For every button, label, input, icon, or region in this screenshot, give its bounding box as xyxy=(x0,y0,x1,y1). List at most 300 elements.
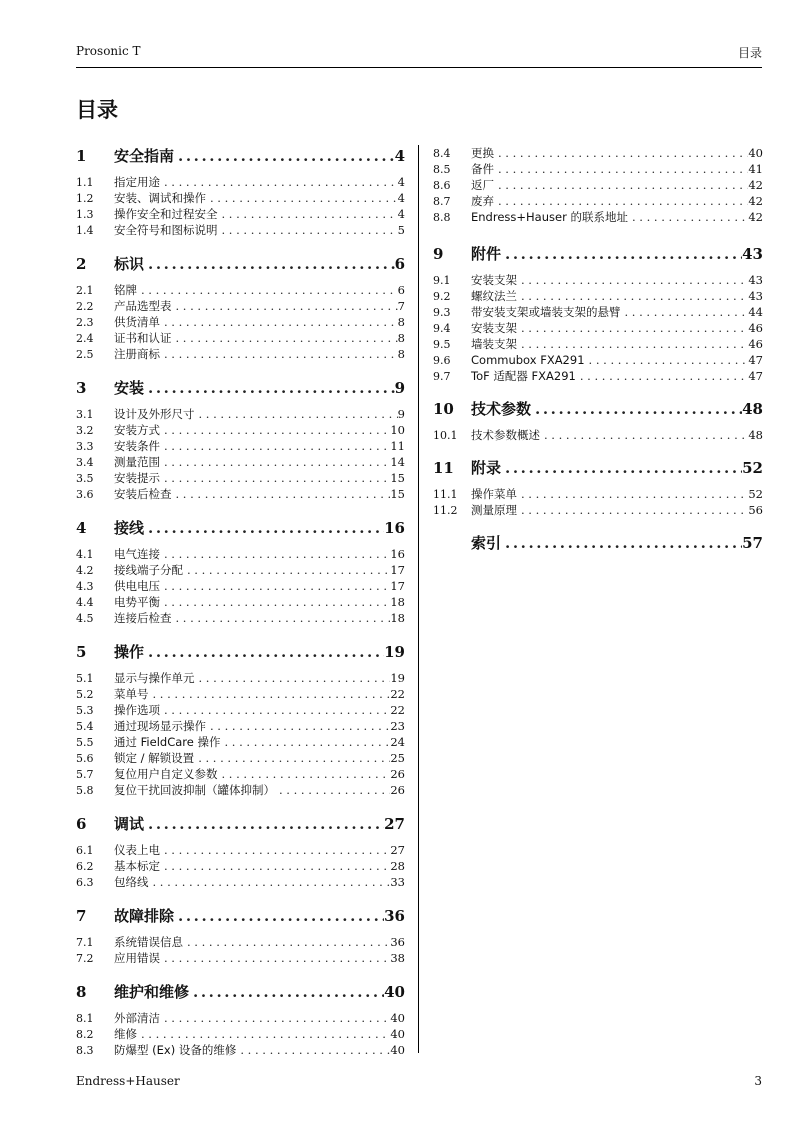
toc-entry[interactable] xyxy=(76,470,405,486)
leader-dots xyxy=(628,209,748,225)
toc-entry[interactable] xyxy=(76,934,405,950)
toc-entry-num: 3.2 xyxy=(76,424,94,437)
toc-entry-page: 4 xyxy=(397,207,405,221)
toc-entry[interactable] xyxy=(76,874,405,890)
column-divider xyxy=(418,145,419,1053)
toc-entry-num: 8.4 xyxy=(433,147,451,160)
toc-entry-label: ToF 适配器 FXA291 xyxy=(471,369,576,383)
leader-dots xyxy=(517,272,748,288)
toc-entry-label: 安全符号和图标说明 xyxy=(114,223,218,237)
toc-entry-page: 25 xyxy=(390,751,405,765)
toc-chapter-block xyxy=(76,377,405,502)
toc-entry-num: 3.5 xyxy=(76,472,94,485)
leader-dots xyxy=(174,907,384,925)
toc-entry[interactable] xyxy=(433,336,763,352)
leader-dots xyxy=(160,174,398,190)
toc-entry-label: 复位干扰回波抑制（罐体抑制） xyxy=(114,783,275,797)
toc-entry[interactable] xyxy=(76,718,405,734)
toc-chapter-page: 27 xyxy=(384,815,405,833)
leader-dots xyxy=(160,858,390,874)
toc-chapter[interactable] xyxy=(76,813,405,835)
toc-entry[interactable] xyxy=(433,177,763,193)
toc-chapter-page: 43 xyxy=(742,245,763,263)
toc-entry-num: 8.7 xyxy=(433,195,451,208)
header-product-name: Prosonic T xyxy=(76,44,141,58)
toc-entry[interactable] xyxy=(76,782,405,798)
toc-entry-page: 44 xyxy=(748,305,763,319)
leader-dots xyxy=(494,193,748,209)
toc-entry-num: 9.5 xyxy=(433,338,451,351)
toc-chapter-label: 附录 xyxy=(471,459,502,477)
toc-chapter-num: 5 xyxy=(76,643,87,661)
toc-chapter-label: 标识 xyxy=(114,255,145,273)
leader-dots xyxy=(144,643,384,661)
toc-entry-page: 42 xyxy=(748,178,763,192)
footer-company: Endress+Hauser xyxy=(76,1074,180,1088)
toc-entry-page: 22 xyxy=(390,703,405,717)
toc-entry-label: 包络线 xyxy=(114,875,149,889)
toc-entry-page: 9 xyxy=(397,407,405,421)
toc-entry[interactable] xyxy=(76,702,405,718)
leader-dots xyxy=(160,702,390,718)
toc-chapter-block xyxy=(433,457,763,518)
leader-dots xyxy=(194,750,390,766)
toc-entry[interactable] xyxy=(433,427,763,443)
toc-entry-label: 应用错误 xyxy=(114,951,160,965)
toc-entry-label: 返厂 xyxy=(471,178,494,192)
toc-entry-page: 17 xyxy=(390,579,405,593)
leader-dots xyxy=(218,206,398,222)
toc-entry[interactable] xyxy=(433,193,763,209)
toc-entry-page: 17 xyxy=(390,563,405,577)
toc-entry[interactable] xyxy=(76,406,405,422)
toc-chapter-num: 2 xyxy=(76,255,87,273)
leader-dots xyxy=(172,330,398,346)
toc-entry-label: 备件 xyxy=(471,162,494,176)
leader-dots xyxy=(501,459,742,477)
leader-dots xyxy=(218,222,398,238)
toc-chapter[interactable] xyxy=(76,377,405,399)
leader-dots xyxy=(160,314,398,330)
toc-chapter[interactable] xyxy=(433,532,763,554)
toc-entry-label: 安装方式 xyxy=(114,423,160,437)
toc-entry-label: 铭牌 xyxy=(114,283,137,297)
toc-entry-label: 系统错误信息 xyxy=(114,935,183,949)
leader-dots xyxy=(183,562,390,578)
toc-continued-entries xyxy=(433,145,763,225)
toc-entry[interactable] xyxy=(433,304,763,320)
leader-dots xyxy=(144,255,395,273)
toc-chapter[interactable] xyxy=(76,517,405,539)
toc-entry[interactable] xyxy=(76,298,405,314)
leader-dots xyxy=(160,422,390,438)
toc-entry-label: 显示与操作单元 xyxy=(114,671,195,685)
toc-entry-label: 安装支架 xyxy=(471,321,517,335)
toc-entry-label: 菜单号 xyxy=(114,687,149,701)
toc-entry-num: 7.2 xyxy=(76,952,94,965)
toc-entry[interactable] xyxy=(76,206,405,222)
toc-entry-page: 40 xyxy=(748,146,763,160)
toc-entry[interactable] xyxy=(76,842,405,858)
toc-entry[interactable] xyxy=(76,174,405,190)
toc-entry-label: 连接后检查 xyxy=(114,611,172,625)
header-divider xyxy=(76,67,762,68)
leader-dots xyxy=(517,502,748,518)
toc-chapter-num: 10 xyxy=(433,400,454,418)
toc-entry[interactable] xyxy=(433,368,763,384)
toc-chapter-page: 36 xyxy=(384,907,405,925)
leader-dots xyxy=(160,594,390,610)
toc-entry-label: 墙装支架 xyxy=(471,337,517,351)
toc-chapter-num: 9 xyxy=(433,245,444,263)
toc-entry-num: 4.3 xyxy=(76,580,94,593)
leader-dots xyxy=(195,670,391,686)
leader-dots xyxy=(137,282,398,298)
toc-entry-num: 2.3 xyxy=(76,316,94,329)
toc-entry-page: 8 xyxy=(397,331,405,345)
toc-entry-num: 5.2 xyxy=(76,688,94,701)
leader-dots xyxy=(174,147,395,165)
toc-entry-label: 通过现场显示操作 xyxy=(114,719,206,733)
leader-dots xyxy=(195,406,398,422)
toc-entry[interactable] xyxy=(433,272,763,288)
toc-chapter[interactable] xyxy=(76,641,405,663)
toc-entry-page: 14 xyxy=(390,455,405,469)
toc-entry-num: 9.6 xyxy=(433,354,451,367)
toc-entry-num: 5.4 xyxy=(76,720,94,733)
toc-entry-num: 3.1 xyxy=(76,408,94,421)
leader-dots xyxy=(517,336,748,352)
toc-entry-page: 22 xyxy=(390,687,405,701)
leader-dots xyxy=(183,934,390,950)
toc-entry-label: 供货清单 xyxy=(114,315,160,329)
toc-entry-page: 23 xyxy=(390,719,405,733)
toc-entry[interactable] xyxy=(76,346,405,362)
toc-chapter[interactable] xyxy=(76,981,405,1003)
toc-entry-label: 产品选型表 xyxy=(114,299,172,313)
toc-entry[interactable] xyxy=(433,352,763,368)
toc-entry[interactable] xyxy=(433,486,763,502)
toc-entry-page: 4 xyxy=(397,191,405,205)
toc-entry-num: 6.2 xyxy=(76,860,94,873)
toc-entry[interactable] xyxy=(76,422,405,438)
toc-entry-num: 1.3 xyxy=(76,208,94,221)
toc-entry-num: 9.1 xyxy=(433,274,451,287)
toc-entry-label: 安装后检查 xyxy=(114,487,172,501)
toc-entry-label: 安装、调试和操作 xyxy=(114,191,206,205)
toc-entry-num: 4.2 xyxy=(76,564,94,577)
toc-chapter-block xyxy=(433,398,763,443)
toc-entry-num: 3.6 xyxy=(76,488,94,501)
toc-entry[interactable] xyxy=(76,314,405,330)
toc-entry-page: 42 xyxy=(748,194,763,208)
toc-entry-label: 测量原理 xyxy=(471,503,517,517)
toc-entry-page: 33 xyxy=(390,875,405,889)
toc-entry[interactable] xyxy=(76,610,405,626)
toc-entry-num: 5.6 xyxy=(76,752,94,765)
toc-entry-label: 接线端子分配 xyxy=(114,563,183,577)
toc-entry[interactable] xyxy=(76,1010,405,1026)
leader-dots xyxy=(494,145,748,161)
toc-entry[interactable] xyxy=(76,670,405,686)
toc-chapter-page: 40 xyxy=(384,983,405,1001)
toc-entry-label: 更换 xyxy=(471,146,494,160)
toc-entry-page: 40 xyxy=(390,1027,405,1041)
toc-entry-label: 安装支架 xyxy=(471,273,517,287)
leader-dots xyxy=(517,288,748,304)
toc-chapter-label: 故障排除 xyxy=(114,907,175,925)
toc-entry[interactable] xyxy=(76,562,405,578)
page-title: 目录 xyxy=(76,98,118,122)
toc-entry[interactable] xyxy=(76,858,405,874)
toc-entry-page: 43 xyxy=(748,289,763,303)
leader-dots xyxy=(149,874,391,890)
toc-chapter-block xyxy=(76,517,405,626)
toc-entry-label: 维修 xyxy=(114,1027,137,1041)
leader-dots xyxy=(172,486,391,502)
toc-chapter[interactable] xyxy=(76,253,405,275)
footer-page-number: 3 xyxy=(754,1074,762,1088)
toc-entry-label: 供电电压 xyxy=(114,579,160,593)
toc-entry-page: 40 xyxy=(390,1043,405,1057)
toc-entry-label: 操作安全和过程安全 xyxy=(114,207,218,221)
leader-dots xyxy=(501,245,742,263)
toc-entry-page: 36 xyxy=(390,935,405,949)
toc-chapter-num: 1 xyxy=(76,147,87,165)
leader-dots xyxy=(160,842,390,858)
leader-dots xyxy=(137,1026,390,1042)
header-section-title: 目录 xyxy=(737,46,762,60)
toc-entry[interactable] xyxy=(76,486,405,502)
toc-entry[interactable] xyxy=(76,950,405,966)
leader-dots xyxy=(160,578,390,594)
toc-entry-label: 基本标定 xyxy=(114,859,160,873)
toc-entry-page: 18 xyxy=(390,611,405,625)
toc-entry[interactable] xyxy=(76,750,405,766)
toc-entry-num: 2.2 xyxy=(76,300,94,313)
leader-dots xyxy=(517,320,748,336)
toc-entry-num: 8.6 xyxy=(433,179,451,192)
toc-chapter[interactable] xyxy=(433,457,763,479)
leader-dots xyxy=(206,190,398,206)
toc-entry-page: 16 xyxy=(390,547,405,561)
toc-entry-num: 1.2 xyxy=(76,192,94,205)
toc-chapter-block xyxy=(433,532,763,554)
toc-entry[interactable] xyxy=(76,222,405,238)
toc-entry-page: 52 xyxy=(748,487,763,501)
toc-entry-num: 4.1 xyxy=(76,548,94,561)
toc-chapter-page: 4 xyxy=(394,147,405,165)
toc-chapter-block xyxy=(76,813,405,890)
toc-chapter-num: 6 xyxy=(76,815,87,833)
leader-dots xyxy=(144,519,384,537)
toc-chapter-label: 附件 xyxy=(471,245,502,263)
leader-dots xyxy=(160,470,390,486)
leader-dots xyxy=(531,400,742,418)
toc-entry-label: 安装提示 xyxy=(114,471,160,485)
toc-chapter-block xyxy=(433,243,763,384)
toc-chapter[interactable] xyxy=(433,398,763,420)
toc-entry-page: 27 xyxy=(390,843,405,857)
toc-entry[interactable] xyxy=(433,209,763,225)
toc-entry-label: Commubox FXA291 xyxy=(471,353,585,367)
toc-entry-page: 4 xyxy=(397,175,405,189)
toc-entry[interactable] xyxy=(76,578,405,594)
toc-chapter-label: 技术参数 xyxy=(471,400,532,418)
leader-dots xyxy=(621,304,749,320)
toc-entry-num: 9.7 xyxy=(433,370,451,383)
leader-dots xyxy=(501,534,742,552)
toc-entry-page: 46 xyxy=(748,321,763,335)
toc-entry-num: 3.4 xyxy=(76,456,94,469)
toc-entry-num: 9.3 xyxy=(433,306,451,319)
toc-chapter-block xyxy=(76,981,405,1058)
toc-entry-num: 11.1 xyxy=(433,488,458,501)
leader-dots xyxy=(218,766,391,782)
toc-entry[interactable] xyxy=(76,546,405,562)
toc-entry[interactable] xyxy=(76,330,405,346)
leader-dots xyxy=(236,1042,390,1058)
toc-entry-page: 38 xyxy=(390,951,405,965)
toc-entry-num: 6.1 xyxy=(76,844,94,857)
toc-chapter-block xyxy=(76,641,405,798)
toc-entry-page: 15 xyxy=(390,487,405,501)
toc-entry[interactable] xyxy=(76,594,405,610)
toc-entry-num: 5.1 xyxy=(76,672,94,685)
leader-dots xyxy=(149,686,391,702)
toc-chapter-block xyxy=(76,905,405,966)
toc-entry-num: 2.5 xyxy=(76,348,94,361)
toc-entry[interactable] xyxy=(433,320,763,336)
toc-entry-num: 9.4 xyxy=(433,322,451,335)
toc-entry[interactable] xyxy=(76,1026,405,1042)
leader-dots xyxy=(540,427,748,443)
toc-entry-label: 操作选项 xyxy=(114,703,160,717)
toc-entry-page: 19 xyxy=(390,671,405,685)
toc-entry-page: 56 xyxy=(748,503,763,517)
toc-entry-page: 42 xyxy=(748,210,763,224)
toc-chapter-num: 7 xyxy=(76,907,87,925)
toc-entry-label: 电气连接 xyxy=(114,547,160,561)
toc-entry-num: 9.2 xyxy=(433,290,451,303)
leader-dots xyxy=(144,815,384,833)
leader-dots xyxy=(160,1010,390,1026)
toc-chapter-num: 4 xyxy=(76,519,87,537)
toc-entry[interactable] xyxy=(76,734,405,750)
toc-entry-page: 6 xyxy=(397,283,405,297)
leader-dots xyxy=(585,352,749,368)
toc-entry[interactable] xyxy=(433,502,763,518)
toc-entry-label: 废弃 xyxy=(471,194,494,208)
leader-dots xyxy=(160,950,390,966)
toc-entry-label: 电势平衡 xyxy=(114,595,160,609)
toc-entry-page: 24 xyxy=(390,735,405,749)
toc-entry-num: 11.2 xyxy=(433,504,458,517)
toc-entry-label: 证书和认证 xyxy=(114,331,172,345)
toc-entry-num: 8.3 xyxy=(76,1044,94,1057)
toc-entry[interactable] xyxy=(76,190,405,206)
toc-entry-page: 28 xyxy=(390,859,405,873)
toc-entry-num: 8.1 xyxy=(76,1012,94,1025)
toc-entry[interactable] xyxy=(76,454,405,470)
toc-entry-label: 仪表上电 xyxy=(114,843,160,857)
toc-chapter-label: 操作 xyxy=(114,643,145,661)
toc-chapter-num: 3 xyxy=(76,379,87,397)
toc-chapter-page: 6 xyxy=(394,255,405,273)
toc-entry-label: 带安装支架或墙装支架的悬臂 xyxy=(471,305,621,319)
toc-entry[interactable] xyxy=(76,686,405,702)
leader-dots xyxy=(160,438,390,454)
toc-entry-num: 7.1 xyxy=(76,936,94,949)
toc-entry[interactable] xyxy=(76,1042,405,1058)
toc-entry-page: 26 xyxy=(390,767,405,781)
toc-chapter-block xyxy=(76,253,405,362)
toc-chapter-label: 调试 xyxy=(114,815,145,833)
toc-entry-num: 8.2 xyxy=(76,1028,94,1041)
toc-chapter-block xyxy=(76,145,405,238)
toc-entry[interactable] xyxy=(76,282,405,298)
leader-dots xyxy=(160,346,398,362)
toc-entry-label: 螺纹法兰 xyxy=(471,289,517,303)
toc-entry-label: 通过 FieldCare 操作 xyxy=(114,735,221,749)
toc-entry-page: 47 xyxy=(748,353,763,367)
toc-entry-label: 技术参数概述 xyxy=(471,428,540,442)
toc-entry-label: 操作菜单 xyxy=(471,487,517,501)
toc-right-column xyxy=(433,145,763,568)
toc-entry-label: Endress+Hauser 的联系地址 xyxy=(471,210,628,224)
toc-chapter-page: 9 xyxy=(394,379,405,397)
toc-entry-page: 8 xyxy=(397,347,405,361)
toc-chapter-label: 接线 xyxy=(114,519,145,537)
toc-entry-label: 外部清洁 xyxy=(114,1011,160,1025)
toc-entry-num: 5.7 xyxy=(76,768,94,781)
toc-entry-label: 安装条件 xyxy=(114,439,160,453)
toc-entry-num: 4.5 xyxy=(76,612,94,625)
toc-entry-label: 锁定 / 解锁设置 xyxy=(114,751,195,765)
toc-entry-num: 5.5 xyxy=(76,736,94,749)
toc-entry-label: 防爆型 (Ex) 设备的维修 xyxy=(114,1043,237,1057)
toc-entry-page: 11 xyxy=(390,439,405,453)
toc-chapter[interactable] xyxy=(76,145,405,167)
leader-dots xyxy=(220,734,390,750)
toc-entry[interactable] xyxy=(433,288,763,304)
toc-entry[interactable] xyxy=(76,438,405,454)
toc-chapter-num: 8 xyxy=(76,983,87,1001)
toc-entry-page: 8 xyxy=(397,315,405,329)
leader-dots xyxy=(144,379,395,397)
toc-entry-page: 18 xyxy=(390,595,405,609)
toc-chapter[interactable] xyxy=(76,905,405,927)
toc-entry-page: 7 xyxy=(397,299,405,313)
leader-dots xyxy=(172,298,398,314)
toc-entry-num: 2.1 xyxy=(76,284,94,297)
toc-chapter-page: 52 xyxy=(742,459,763,477)
toc-chapter-label: 安装 xyxy=(114,379,145,397)
toc-entry-num: 8.5 xyxy=(433,163,451,176)
toc-entry-page: 40 xyxy=(390,1011,405,1025)
toc-entry[interactable] xyxy=(433,145,763,161)
toc-entry-label: 测量范围 xyxy=(114,455,160,469)
toc-entry-num: 4.4 xyxy=(76,596,94,609)
toc-entry[interactable] xyxy=(76,766,405,782)
toc-entry-page: 26 xyxy=(390,783,405,797)
toc-entry-num: 2.4 xyxy=(76,332,94,345)
toc-entry-page: 48 xyxy=(748,428,763,442)
toc-chapter[interactable] xyxy=(433,243,763,265)
toc-entry[interactable] xyxy=(433,161,763,177)
toc-entry-page: 41 xyxy=(748,162,763,176)
toc-entry-label: 注册商标 xyxy=(114,347,160,361)
